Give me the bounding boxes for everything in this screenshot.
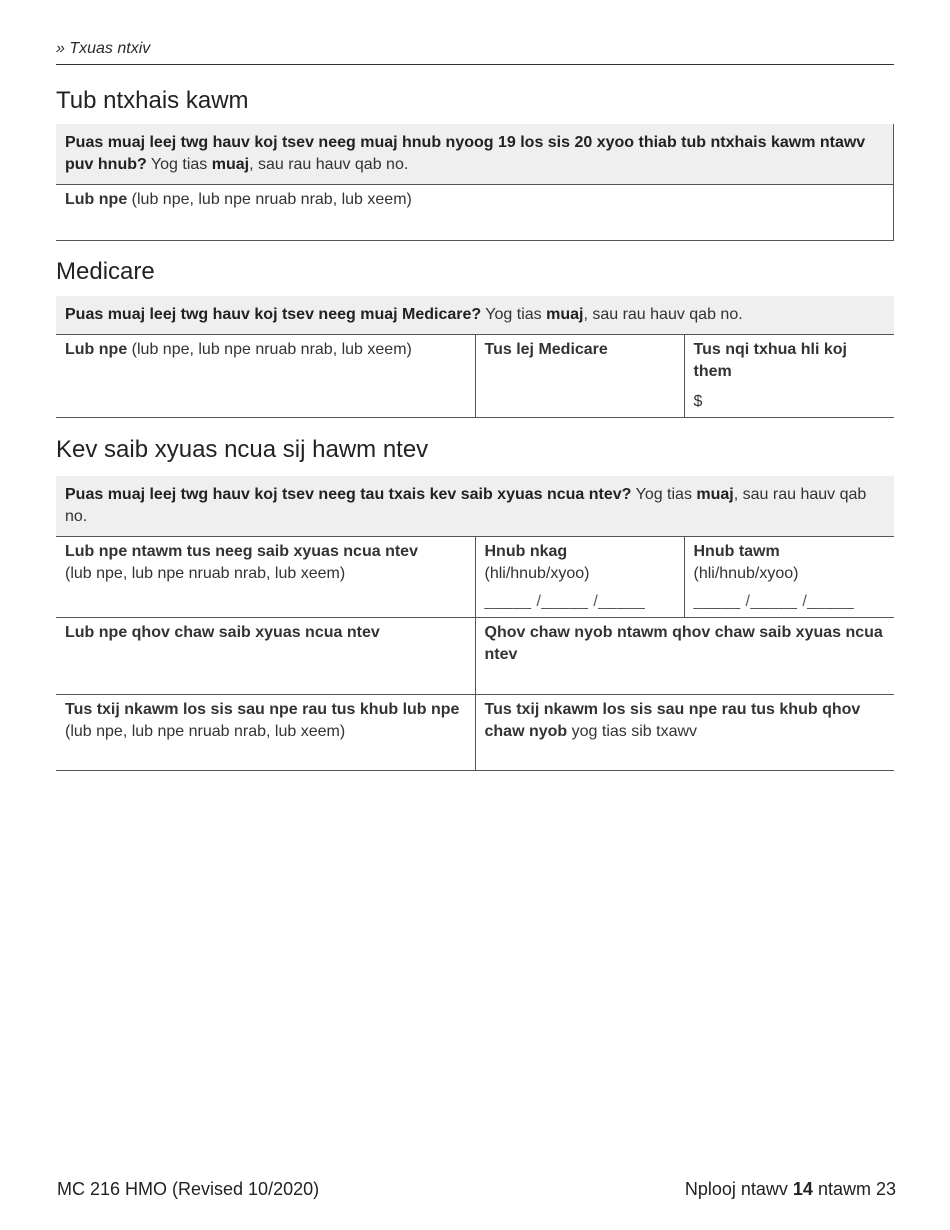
spouse-address-field[interactable] (475, 694, 894, 770)
care-question (56, 476, 894, 536)
spouse-name-field[interactable] (56, 694, 475, 770)
medicare-section (56, 257, 894, 418)
facility-address-field[interactable] (475, 618, 894, 694)
care-person-hint: (lub npe, lub npe nruab nrab, lub xeem) (65, 565, 346, 582)
medicare-table (56, 334, 894, 418)
answer-yes: muaj (211, 156, 250, 173)
section-title-long-term-care: Kev saib xyuas ncua sij hawm ntev (56, 436, 429, 463)
question-connector: Yog tias (481, 306, 547, 323)
question-instruction: , sau rau hauv qab no. (65, 486, 867, 525)
spouse-name-hint: (lub npe, lub npe nruab nrab, lub xeem) (65, 722, 346, 740)
end-date-blank: _____ /_____ /_____ (693, 593, 855, 610)
form-id: MC 216 HMO (Revised 10/2020) (57, 1179, 320, 1199)
start-date-field[interactable] (475, 537, 684, 618)
spouse-address-hint: yog tias sib txawv (567, 722, 698, 740)
end-date-field[interactable] (684, 537, 894, 618)
facility-address-label: Qhov chaw nyob ntawm qhov chaw saib xyuas ncua ntev (484, 624, 883, 663)
name-hint: (lub npe, lub npe nruab nrab, lub xeem) (127, 341, 412, 358)
section-title-medicare: Medicare (56, 258, 155, 285)
medicare-cost-field[interactable] (684, 335, 894, 418)
care-question-text: Puas muaj leej twg hauv koj tsev neeg tau txais kev saib xyuas ncua ntev? (65, 486, 632, 503)
question-instruction: , sau rau hauv qab no. (583, 306, 743, 323)
start-date-hint: (hli/hnub/xyoo) (484, 565, 590, 582)
end-date-hint: (hli/hnub/xyoo) (693, 565, 799, 582)
student-section (56, 86, 894, 241)
spouse-name-label: Tus txij nkawm los sis sau npe rau tus khub lub npe (65, 700, 460, 718)
header-divider (56, 64, 894, 65)
continue-label: » Txuas ntxiv (56, 40, 151, 57)
section-title-student: Tub ntxhais kawm (56, 87, 249, 114)
name-hint: (lub npe, lub npe nruab nrab, lub xeem) (127, 191, 412, 208)
question-connector: Yog tias (146, 156, 212, 173)
medicare-question-text: Puas muaj leej twg hauv koj tsev neeg muaj Medicare? (65, 306, 482, 323)
currency-symbol: $ (693, 393, 703, 410)
question-connector: Yog tias (631, 486, 697, 503)
end-date-label: Hnub tawm (693, 543, 780, 560)
page-prefix: Nplooj ntawv (684, 1179, 793, 1199)
start-date-blank: _____ /_____ /_____ (484, 593, 646, 610)
student-table (56, 184, 894, 241)
student-question (56, 124, 894, 184)
spouse-address-label: Tus txij nkawm los sis sau npe rau tus khub qhov chaw nyob (484, 700, 861, 740)
care-table-top (56, 536, 894, 618)
student-name-field[interactable] (56, 185, 894, 241)
answer-yes: muaj (696, 486, 734, 503)
care-person-label: Lub npe ntawm tus neeg saib xyuas ncua ntev (65, 543, 418, 560)
page-number: 14 (792, 1179, 813, 1199)
medicare-number-label: Tus lej Medicare (484, 341, 608, 358)
medicare-number-field[interactable] (475, 335, 684, 418)
page-connector: ntawm (812, 1179, 876, 1199)
student-question-text: Puas muaj leej twg hauv koj tsev neeg muaj hnub nyoog 19 los sis 20 xyoo thiab tub ntxhais kawm ntawv puv hnub? (65, 134, 866, 173)
care-table-bottom (56, 618, 894, 771)
answer-yes: muaj (546, 306, 584, 323)
question-instruction: , sau rau hauv qab no. (249, 156, 409, 173)
page-total: 23 (875, 1179, 896, 1199)
long-term-care-section (56, 435, 894, 771)
name-label: Lub npe (65, 341, 128, 358)
start-date-label: Hnub nkag (484, 543, 568, 560)
care-person-name-field[interactable] (56, 537, 475, 618)
medicare-question (56, 296, 894, 334)
name-label: Lub npe (65, 191, 128, 208)
monthly-cost-label: Tus nqi txhua hli koj them (693, 341, 847, 380)
facility-name-field[interactable] (56, 618, 475, 694)
facility-name-label: Lub npe qhov chaw saib xyuas ncua ntev (65, 624, 380, 641)
page-indicator (685, 1179, 896, 1200)
medicare-name-field[interactable] (56, 335, 475, 418)
